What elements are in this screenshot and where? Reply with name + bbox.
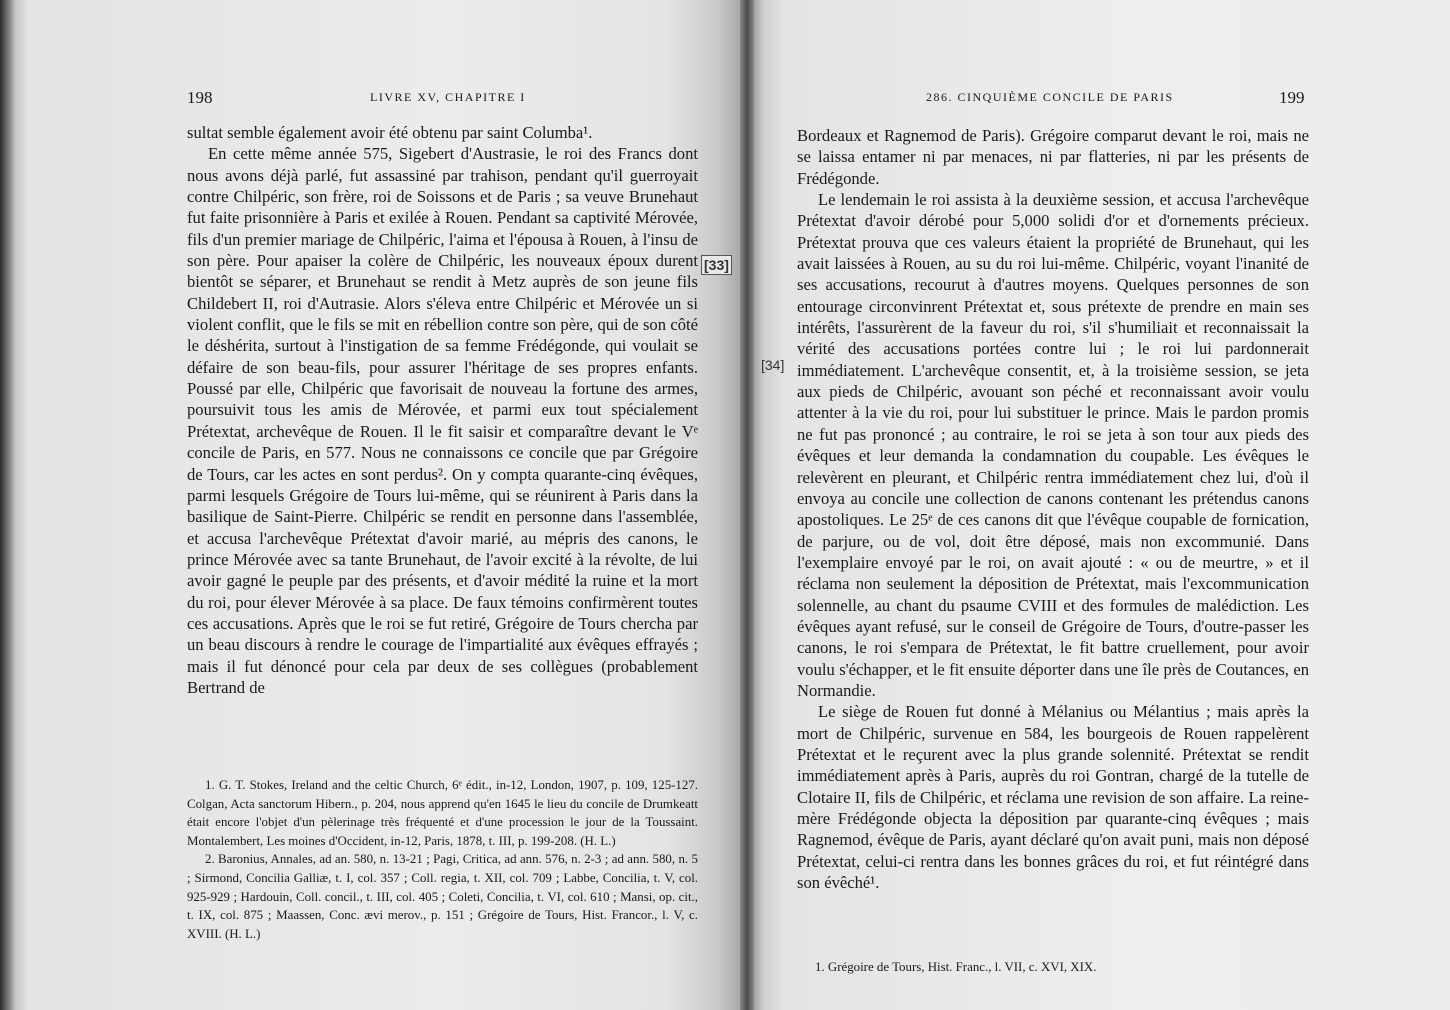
right-page <box>754 0 1450 1010</box>
book-gutter <box>740 0 754 1010</box>
left-footnote-1: 1. G. T. Stokes, Ireland and the celtic Church, 6ᵉ édit., in-12, London, 1907, p. 109, 125-127. Colgan, Acta sanctorum Hibern., p. 204, nous apprend qu'en 1645 le lieu du concile de Drumkeatt était encore l'objet d'un pèlerinage très fréquenté et d'une procession le jour de la Toussaint. Montalembert, Les moines d'Occident, in-12, Paris, 1878, t. III, p. 199-208. (H. L.) <box>187 778 698 848</box>
right-paragraph-3: Le siège de Rouen fut donné à Mélanius ou Mélantius ; mais après la mort de Chilpéric, survenue en 584, les bourgeois de Rouen rappelèrent Prétextat et le reçurent avec la plus grande solennité. Prétextat se rendit immédiatement après à Paris, auprès du roi Gontran, chargé de la tutelle de Clotaire II, fils de Chilpéric, et réclama une revision de son affaire. La reine-mère Frédégonde objecta la déposition par quarante-cinq évêques ; mais Ragnemod, évêque de Paris, ayant déclaré qu'on avait puni, mais non déposé Prétextat, celui-ci rentra dans les bonnes grâces du roi, et fut réintégré dans son évêché¹. <box>797 702 1309 893</box>
right-page-number: 199 <box>1279 88 1305 107</box>
right-paragraph-2: Le lendemain le roi assista à la deuxième session, et accusa l'archevêque Prétextat d'avoir dérobé pour 5,000 solidi d'or et d'ornements précieux. Prétextat prouva que ces valeurs étaient la propriété de Brunehaut, qui les avait laissées à Rouen, au su du roi lui-même. Chilpéric, voyant l'inanité de ses accusations, recourut à d'autres moyens. Quelques personnes de son entourage circonvinrent Prétextat et, sous prétexte de prendre en main ses intérêts, l'assurèrent de la faveur du roi, s'il s'humiliait et reconnaissait la vérité des accusations portées contre lui ; le roi lui pardonnerait immédiatement. L'archevêque consentit, et, à la troisième session, se jeta aux pieds de Chilpéric, avouant son péché et reconnaissant avoir voulu attenter à la vie du roi, pour lui substituer le prince. Mais le pardon promis ne fut pas prononcé ; au contraire, le roi se jeta à son tour aux pieds des évêques et leur demanda la condamnation du coupable. Les évêques le relevèrent en pleurant, et Chilpéric rentra immédiatement chez lui, d'où il envoya au concile une collection de canons contenant les prétendus canons apostoliques. Le 25ᵉ de ces canons dit que l'évêque coupable de fornication, de parjure, ou de vol, doit être déposé, mais non excommunié. Dans l'exemplaire envoyé par le roi, on avait ajouté : « ou de meurtre, » et il réclama non seulement la déposition de Prétextat, mais l'excommunication solennelle, au chant du psaume CVIII et des formules de malédiction. Les évêques ayant refusé, sur le conseil de Grégoire de Tours, d'outre-passer les canons, le roi s'empara de Prétextat, le fit battre cruellement, pour avoir voulu s'échapper, et le fit ensuite déporter dans une île près de Coutances, en Normandie. <box>797 190 1309 700</box>
left-margin-marker: [33] <box>701 255 732 275</box>
left-paragraph-2: En cette même année 575, Sigebert d'Austrasie, le roi des Francs dont nous avons déjà parlé, fut assassiné par trahison, pendant qu'il guerroyait contre Chilpéric, son frère, roi de Soissons et de Paris ; sa veuve Brunehaut fut faite prisonnière à Paris et exilée à Rouen. Pendant sa captivité Mérovée, fils d'un premier mariage de Chilpéric, l'aima et l'épousa à Rouen, à l'insu de son père. Pour apaiser la colère de Chilpéric, les nouveaux époux durent bientôt se séparer, et Brunehaut se rendit à Metz auprès de son jeune fils Childebert II, roi d'Autrasie. Alors s'éleva entre Chilpéric et Mérovée un si violent conflit, que le fils se mit en rébellion contre son père, qui de son côté le déshérita, surtout à l'instigation de sa femme Frédégonde, qui voulait se défaire de son beau-fils, pour assurer l'héritage de ses propres enfants. Poussé par elle, Chilpéric que favorisait de nouveau la fortune des armes, poursuivit tous les amis de Mérovée, et parmi eux tout spécialement Prétextat, archevêque de Rouen. Il le fit saisir et comparaître devant le Vᵉ concile de Paris, en 577. Nous ne connaissons ce concile que par Grégoire de Tours, car les actes en sont perdus². On y compta quarante-cinq évêques, parmi lesquels Grégoire de Tours lui-même, qui se réunirent à Paris dans la basilique de Saint-Pierre. Chilpéric se rendit en personne dans l'assemblée, et accusa l'archevêque Prétextat d'avoir marié, au mépris des canons, le prince Mérovée avec sa tante Brunehaut, de l'avoir excité à la révolte, de lui avoir gagné le peuple par des présents, et d'avoir médité la ruine et la mort du roi, pour élever Mérovée à sa place. De faux témoins confirmèrent toutes ces accusations. Après que le roi se fut retiré, Grégoire de Tours chercha par un beau discours à rendre le courage de l'impartialité aux évêques effrayés ; mais il fut dénoncé pour cela par deux de ses collègues (probablement Bertrand de <box>187 144 698 697</box>
right-footnotes <box>797 958 1309 977</box>
left-body-text <box>187 122 698 698</box>
right-body-text <box>797 125 1309 893</box>
right-footnote-1: 1. Grégoire de Tours, Hist. Franc., l. VII, c. XVI, XIX. <box>815 960 1097 974</box>
right-margin-marker: [34] <box>761 357 785 373</box>
left-footnote-2: 2. Baronius, Annales, ad an. 580, n. 13-21 ; Pagi, Critica, ad ann. 576, n. 2-3 ; ad ann. 580, n. 5 ; Sirmond, Concilia Galliæ, t. I, col. 357 ; Coll. regia, t. XII, col. 709 ; Labbe, Concilia, t. V, col. 925-929 ; Hardouin, Coll. concil., t. III, col. 405 ; Coleti, Concilia, t. VI, col. 610 ; Mansi, op. cit., t. IX, col. 875 ; Maassen, Conc. ævi merov., p. 151 ; Grégoire de Tours, Hist. Francor., l. V, c. XVIII. (H. L.) <box>187 852 698 941</box>
right-running-head: 286. CINQUIÈME CONCILE DE PARIS <box>926 90 1174 104</box>
left-page-number: 198 <box>187 88 213 107</box>
left-footnotes <box>187 776 698 943</box>
left-running-head: LIVRE XV, CHAPITRE I <box>370 90 526 104</box>
right-paragraph-1: Bordeaux et Ragnemod de Paris). Grégoire comparut devant le roi, mais ne se laissa entamer ni par menaces, ni par flatteries, ni par les présents de Frédégonde. <box>797 126 1309 188</box>
left-paragraph-1: sultat semble également avoir été obtenu par saint Columba¹. <box>187 123 593 142</box>
